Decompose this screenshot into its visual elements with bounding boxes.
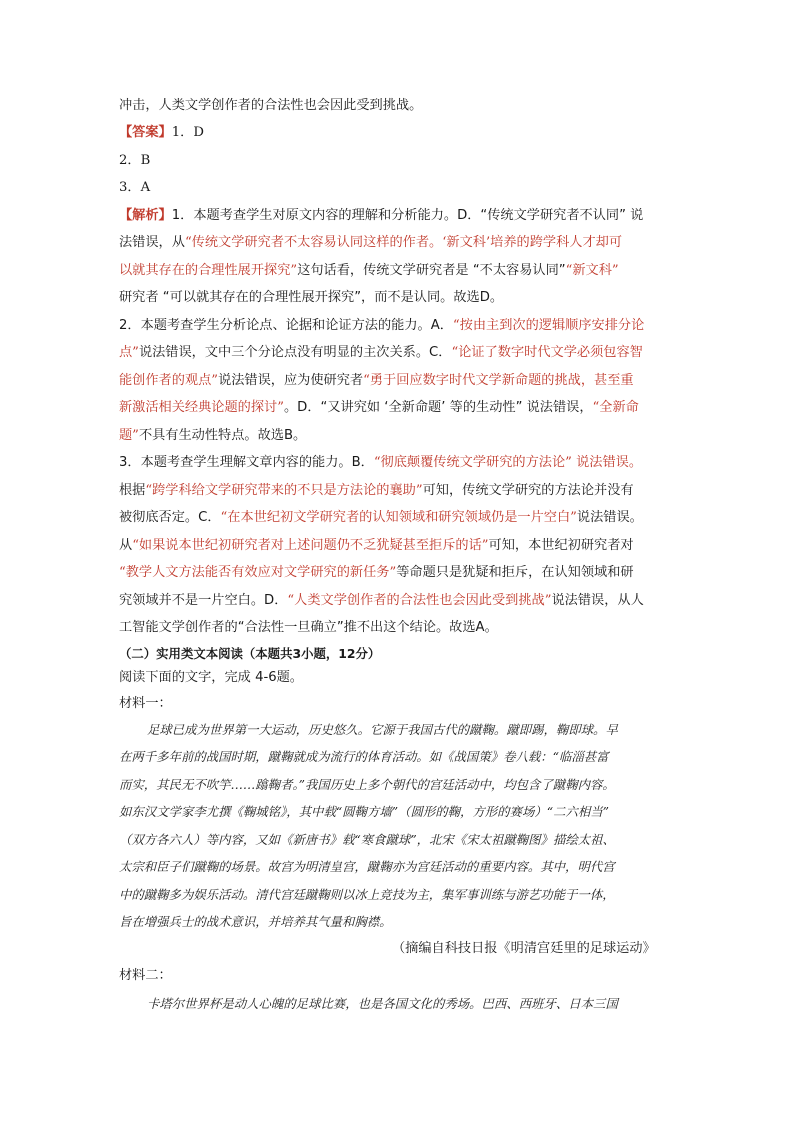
text: 说法错误，文中三个分论点没有明显的主次关系。C． — [138, 345, 452, 360]
quote: “如果说本世纪初研究者对上述问题仍不乏犹疑甚至拒斥的话” — [132, 538, 489, 553]
text: 不具有生动性特点。故选B。 — [138, 428, 307, 443]
text: 这句话看，传统文学研究者是 “不太容易认同” — [297, 263, 566, 278]
text: 从 — [119, 538, 133, 553]
answer-2: 2．B — [119, 153, 151, 168]
quote: “人类文学创作者的合法性也会因此受到挑战” — [287, 593, 552, 608]
analysis-line — [119, 206, 643, 226]
text: 可知，本世纪初研究者对 — [488, 538, 634, 553]
quote: “教学人文方法能否有效应对文学研究的新任务” — [119, 565, 397, 580]
material-line: 太宗和臣子们蹴鞠的场景。故宫为明清皇宫，蹴鞠亦为宫廷活动的重要内容。其中，明代宫 — [119, 859, 615, 874]
text: 说法错误，从人 — [551, 593, 644, 608]
analysis-line — [119, 536, 634, 556]
instruction: 阅读下面的文字，完成 4-6题。 — [119, 670, 303, 685]
text: 推不出这个结论。故选A。 — [343, 620, 498, 635]
text: 被彻底否定。C． — [119, 510, 221, 525]
text: 1．本题考查学生对原文内容的理解和分析能力。D．“传统文学研究者不认同” 说 — [171, 208, 644, 223]
material-line: 卡塔尔世界杯是动人心魄的足球比赛，也是各国文化的秀场。巴西、西班牙、日本三国 — [147, 996, 618, 1011]
quote: 以就其存在的合理性展开探究” — [119, 263, 298, 278]
analysis-line — [119, 426, 306, 446]
analysis-line — [119, 453, 642, 473]
material-label: 材料一： — [119, 696, 172, 711]
analysis-line — [119, 371, 634, 391]
text: 2．本题考查学生分析论点、论据和论证方法的能力。A． — [119, 318, 453, 333]
analysis-line — [119, 398, 639, 418]
text: 法错误，从 — [119, 235, 185, 250]
quote: “传统文学研究者不太容易认同这样的作者。‘新文科’培养的跨学科人才却可 — [184, 235, 623, 250]
analysis-tag: 【解析】 — [119, 208, 172, 223]
analysis-line — [119, 481, 634, 501]
analysis-line — [119, 261, 619, 281]
section-heading: （二）实用类文本阅读（本题共3小题，12分） — [119, 646, 381, 661]
text: 根据 — [119, 483, 146, 498]
answer-1: 1．D — [171, 125, 204, 140]
analysis-line — [119, 343, 643, 363]
analysis-line — [119, 508, 643, 528]
quote: 点” — [119, 345, 139, 360]
quote: “在本世纪初文学研究者的认知领域和研究领域仍是一片空白” — [220, 510, 577, 525]
analysis-line: 研究者 “可以就其存在的合理性展开探究”，而不是认同。故选D。 — [119, 290, 504, 305]
text: 3．本题考查学生理解文章内容的能力。B． — [119, 455, 374, 470]
analysis-line — [119, 233, 622, 253]
material-line: 足球已成为世界第一大运动，历史悠久。它源于我国古代的蹴鞠。蹴即踢，鞠即球。早 — [147, 722, 618, 737]
text: 可知，传统文学研究的方法论并没有 — [422, 483, 634, 498]
quote: “勇于回应数字时代文学新命题的挑战，甚至重 — [363, 373, 634, 388]
analysis-line — [119, 316, 644, 336]
quote: “论证了数字时代文学必须包容智 — [451, 345, 643, 360]
quote: “按由主到次的逻辑顺序安排分论 — [452, 318, 645, 333]
quote: 题” — [119, 428, 139, 443]
analysis-line — [119, 618, 498, 638]
text: 冲击，人类文学创作者的合法性也会因此受到挑战。 — [119, 98, 423, 113]
text: 究领域并不是一片空白。D． — [119, 593, 288, 608]
material-label: 材料二： — [119, 968, 172, 983]
quote: “新文科” — [565, 263, 619, 278]
material-line: （双方各六人）等内容，又如《新唐书》载“寒食蹴球”，北宋《宋太祖蹴鞠图》描绘太祖、 — [119, 832, 615, 847]
answer-line — [119, 123, 204, 143]
quote: “跨学科给文学研究带来的不只是方法论的襄助” — [145, 483, 423, 498]
material-line: 中的蹴鞠多为娱乐活动。清代宫廷蹴鞠则以冰上竞技为主，集军事训练与游艺功能于一体， — [119, 887, 615, 902]
text: 说法错误，应为使研究者 — [218, 373, 364, 388]
analysis-line — [119, 591, 644, 611]
material-line: 而实，其民无不吹竽……蹹鞠者。”我国历史上多个朝代的宫廷活动中，均包含了蹴鞠内容。 — [119, 777, 615, 792]
source-citation: （摘编自科技日报《明清宫廷里的足球运动》 — [392, 941, 656, 956]
quote: 新激活相关经典论题的探讨” — [119, 400, 284, 415]
text: 工智能文学创作者的 — [119, 620, 238, 635]
answer-tag: 【答案】 — [119, 125, 172, 140]
paragraph-line — [119, 96, 422, 116]
material-line: 在两千多年前的战国时期，蹴鞠就成为流行的体育活动。如《战国策》卷八载：“临淄甚富 — [119, 749, 609, 764]
quote: “彻底颠覆传统文学研究的方法论” 说法错误。 — [373, 455, 643, 470]
text: “合法性一旦确立” — [237, 620, 344, 635]
analysis-line — [119, 563, 634, 583]
text: 等命题只是犹疑和拒斥，在认知领域和研 — [396, 565, 634, 580]
answer-3: 3．A — [119, 180, 151, 195]
material-line: 旨在增强兵士的战术意识，并培养其气量和胸襟。 — [119, 914, 392, 929]
text: 。D．“又讲究如 ‘全新命题’ 等的生动性” 说法错误， — [284, 400, 593, 415]
quote: “全新命 — [592, 400, 639, 415]
text: 说法错误。 — [576, 510, 643, 525]
quote: 能创作者的观点” — [119, 373, 219, 388]
material-line: 如东汉文学家李尤撰《鞠城铭》，其中载“圆鞠方墙”（圆形的鞠，方形的赛场）“二六相当” — [119, 804, 609, 819]
